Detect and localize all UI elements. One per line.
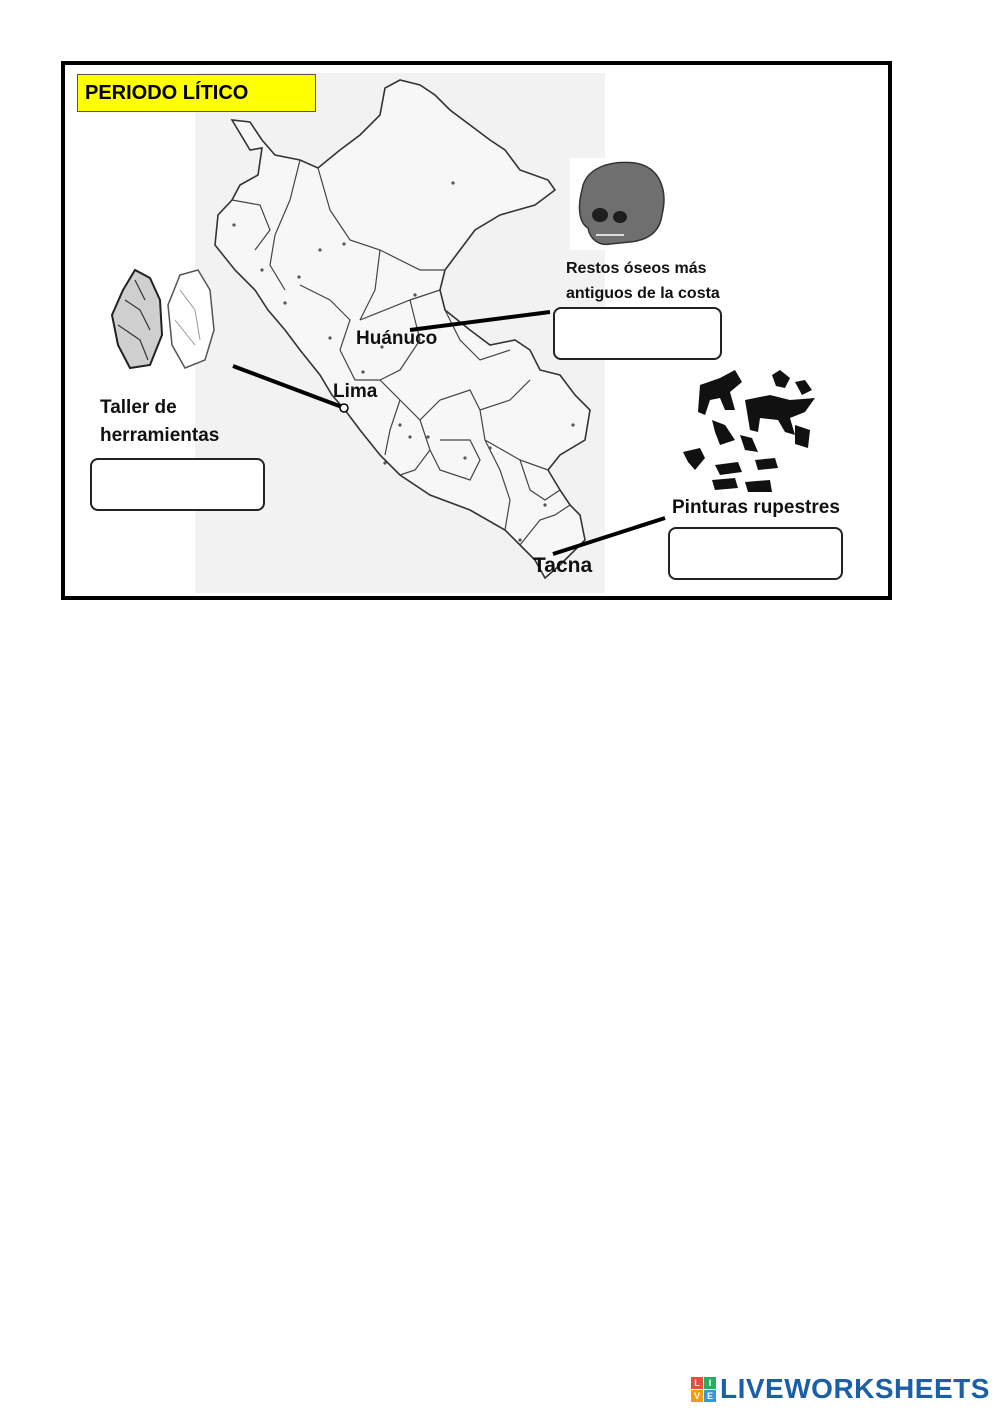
caption-bones [566, 256, 720, 306]
answer-box-tools[interactable] [90, 458, 265, 511]
place-huanuco: Huánuco [356, 328, 438, 349]
caption-tools-line2: herramientas [100, 425, 220, 446]
stone-tools-image [112, 270, 214, 368]
logo-letter-i: I [704, 1377, 716, 1389]
liveworksheets-logo-icon [691, 1377, 716, 1402]
logo-letter-l: L [691, 1377, 703, 1389]
logo-letter-v: V [691, 1390, 703, 1402]
place-tacna: Tacna [533, 554, 593, 577]
place-lima: Lima [333, 381, 378, 402]
caption-bones-line1: Restos óseos más [566, 260, 707, 277]
caption-tools [100, 394, 219, 450]
caption-paintings: Pinturas rupestres [672, 497, 840, 518]
brand-text: LIVEWORKSHEETS [720, 1373, 990, 1404]
page-title: PERIODO LÍTICO [77, 74, 316, 112]
liveworksheets-brand[interactable] [691, 1372, 990, 1406]
answer-box-paintings[interactable] [668, 527, 843, 580]
caption-bones-line2: antiguos de la costa [566, 285, 720, 302]
skull-image [570, 158, 670, 250]
lima-marker [340, 404, 348, 412]
caption-tools-line1: Taller de [100, 397, 177, 418]
answer-box-bones[interactable] [553, 307, 722, 360]
cave-paintings-image [683, 370, 815, 492]
logo-letter-e: E [704, 1390, 716, 1402]
